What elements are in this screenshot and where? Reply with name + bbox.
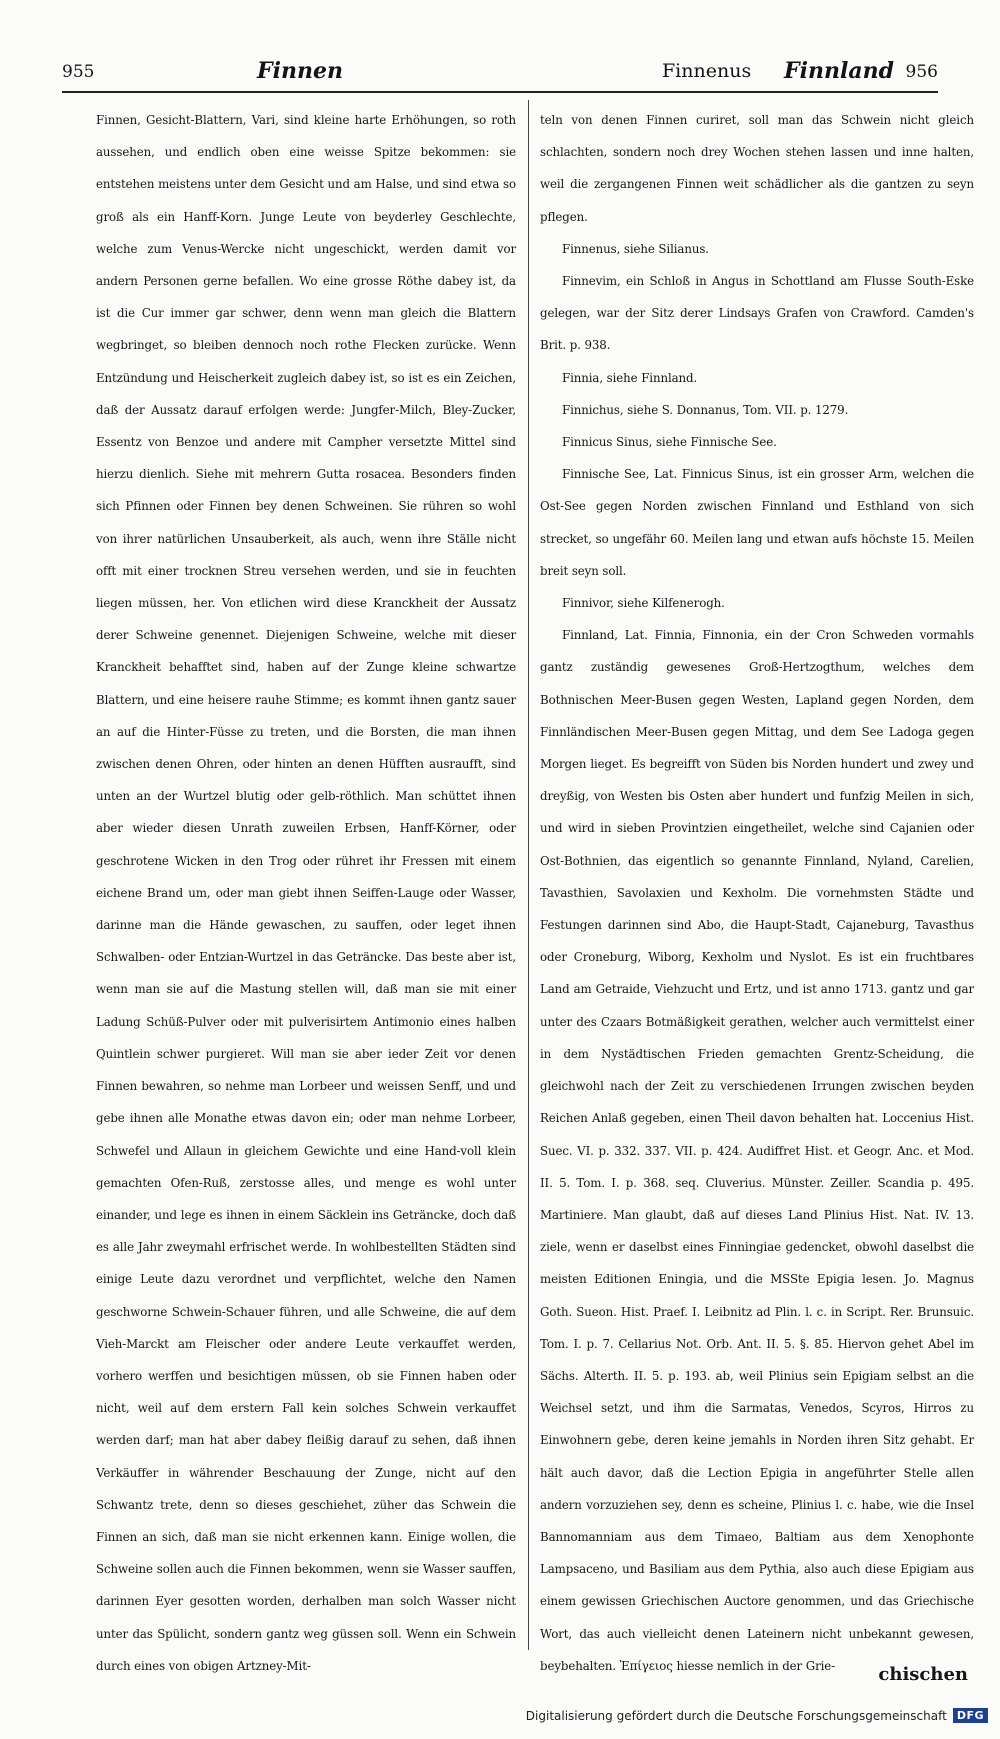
entry-finnenus: Finnenus, siehe Silianus. (562, 241, 709, 256)
entry-finnichus: Finnichus, siehe S. Donnanus, Tom. VII. p. 1279. (562, 402, 849, 417)
running-header (62, 58, 938, 98)
entry-finnische-see: Finnische See, Lat. Finnicus Sinus, ist ein grosser Arm, welchen die Ost-See gegen Norden zwischen Finnland und Esthland von sich strecket, so ungefähr 60. Meilen lang und etwan aufs höchste 15. Meilen breit seyn soll. (540, 467, 974, 578)
footer-text: Digitalisierung gefördert durch die Deutsche Forschungsgemeinschaft (525, 1708, 947, 1723)
entry-finnevim: Finnevim, ein Schloß in Angus in Schottland am Flusse South-Eske gelegen, war der Sitz derer Lindsays Grafen von Crawford. Camden's Brit. p. 938. (540, 274, 974, 353)
entry-continuation: teln von denen Finnen curiret, soll man das Schwein nicht gleich schlachten, sondern noch drey Wochen stehen lassen und inne halten, weil die zergangenen Finnen weit schädlicher als die gantzen zu seyn pflegen. (540, 113, 974, 224)
left-column (96, 104, 516, 1682)
dfg-logo: DFG (953, 1708, 988, 1723)
digitization-footer (526, 1708, 988, 1723)
page-number-left: 955 (62, 62, 95, 82)
entry-finnen: Finnen, Gesicht-Blattern, Vari, sind kleine harte Erhöhungen, so roth aussehen, und endlich oben eine weisse Spitze bekommen: sie entstehen meistens unter dem Gesicht und am Halse, und sind etwa so groß als ein Hanff-Korn. Junge Leute von beyderley Geschlechte, welche zum Venus-Wercke nicht ungeschickt, werden damit vor andern Personen gerne befallen. Wo eine grosse Röthe dabey ist, da ist die Cur immer gar schwer, denn wenn man gleich die Blattern wegbringet, so bleiben dennoch noch rothe Flecken zurücke. Wenn Entzündung und Heischerkeit zugleich dabey ist, so ist es ein Zeichen, daß der Aussatz darauf erfolgen werde: Jungfer-Milch, Bley-Zucker, Essentz von Benzoe und andere mit Campher versetzte Mittel sind hierzu dienlich. Siehe mit mehrern Gutta rosacea. Besonders finden sich Pfinnen oder Finnen bey denen Schweinen. Sie rühren so wohl von ihrer natürlichen Unsauberkeit, als auch, wenn ihre Ställe nicht offt mit einer trocknen Streu versehen werden, und sie in feuchten liegen müssen, her. Von etlichen wird diese Kranckheit der Aussatz derer Schweine genennet. Diejenigen Schweine, welche mit dieser Kranckheit behafftet sind, haben auf der Zunge kleine schwartze Blattern, und eine heisere rauhe Stimme; es kommt ihnen gantz sauer an auf die Hinter-Füsse zu treten, und die Borsten, die man ihnen zwischen denen Ohren, oder hinten an denen Hüfften ausraufft, sind unten an der Wurtzel blutig oder gelb-röthlich. Man schüttet ihnen aber wieder diesen Unrath zuweilen Erbsen, Hanff-Körner, oder geschrotene Wicken in den Trog oder rühret ihr Fressen mit einem eichene Brand um, oder man giebt ihnen Seiffen-Lauge oder Wasser, darinne man die Hände gewaschen, zu sauffen, oder leget ihnen Schwalben- oder Entzian-Wurtzel in das Geträncke. Das beste aber ist, wenn man sie auf die Mastung stellen will, daß man sie mit einer Ladung Schüß-Pulver oder mit pulverisirtem Antimonio eines halben Quintlein schwer purgieret. Will man sie aber ieder Zeit vor denen Finnen bewahren, so nehme man Lorbeer und weissen Senff, und und gebe ihnen alle Monathe etwas davon ein; oder man nehme Lorbeer, Schwefel und Allaun in gleichem Gewichte und eine Hand-voll klein gemachten Ofen-Ruß, zerstosse alles, und menge es wohl unter einander, und lege es ihnen in einem Säcklein ins Geträncke, doch daß es alle Jahr zweymahl erfrischet werde. In wohlbestellten Städten sind einige Leute dazu verordnet und verpflichtet, welche den Namen geschworne Schwein-Schauer führen, und alle Schweine, die auf dem Vieh-Marckt am Fleischer oder andere Leute verkauffet werden, vorhero werffen und besichtigen müssen, ob sie Finnen haben oder nicht, weil auf dem erstern Fall kein solches Schwein verkauffet werden darf; man hat aber dabey fleißig darauf zu sehen, daß ihnen Verkäuffer in währender Beschauung der Zunge, nicht auf den Schwantz trete, denn so dieses geschiehet, züher das Schwein die Finnen an sich, daß man sie nicht erkennen kann. Einige wollen, die Schweine sollen auch die Finnen bekommen, wenn sie Wasser sauffen, darinnen Eyer gesotten worden, derhalben man solch Wasser nicht unter das Spülicht, sondern gantz weg güssen soll. Wenn ein Schwein durch eines von obigen Artzney-Mit- (96, 113, 516, 1673)
page-number-right: 956 (905, 62, 938, 82)
column-divider (528, 100, 529, 1650)
keyword-left: Finnen (257, 58, 343, 84)
entry-finnland: Finnland, Lat. Finnia, Finnonia, ein der Cron Schweden vormahls gantz zuständig gewesenes Groß-Hertzogthum, welches dem Bothnischen Meer-Busen gegen Westen, Lapland gegen Norden, dem Finnländischen Meer-Busen gegen Mittag, und dem See Ladoga gegen Morgen lieget. Es begreifft von Süden bis Norden hundert und zwey und dreyßig, von Westen bis Osten aber hundert und funfzig Meilen in sich, und wird in sieben Provintzien eingetheilet, welche sind Cajanien oder Ost-Bothnien, das eigentlich so genannte Finnland, Nyland, Carelien, Tavasthien, Savolaxien und Kexholm. Die vornehmsten Städte und Festungen darinnen sind Abo, die Haupt-Stadt, Cajaneburg, Tavasthus oder Croneburg, Wiborg, Kexholm und Nyslot. Es ist ein fruchtbares Land am Getraide, Viehzucht und Ertz, und ist anno 1713. gantz und gar unter des Czaars Botmäßigkeit gerathen, welcher auch vermittelst einer in dem Nystädtischen Frieden gemachten Grentz-Scheidung, die gleichwohl nach der Zeit zu verschiedenen Irrungen zwischen beyden Reichen Anlaß gegeben, einen Theil davon behalten hat. Loccenius Hist. Suec. VI. p. 332. 337. VII. p. 424. Audiffret Hist. et Geogr. Anc. et Mod. II. 5. Tom. I. p. 368. seq. Cluverius. Münster. Zeiller. Scandia p. 495. Martiniere. Man glaubt, daß auf dieses Land Plinius Hist. Nat. IV. 13. ziele, wenn er daselbst eines Finningiae gedencket, obwohl daselbst die meisten Editionen Eningia, und die MSSte Epigia lesen. Jo. Magnus Goth. Sueon. Hist. Praef. I. Leibnitz ad Plin. l. c. in Script. Rer. Brunsuic. Tom. I. p. 7. Cellarius Not. Orb. Ant. II. 5. §. 85. Hiervon gehet Abel im Sächs. Alterth. II. 5. p. 193. ab, weil Plinius sein Epigiam selbst an die Weichsel setzt, und ihm die Sarmatas, Venedos, Scyros, Hirros zu Einwohnern gebe, deren keine jemahls in Norden ihren Sitz gehabt. Er hält auch davor, daß die Lection Epigia in angeführter Stelle allen andern vorzuziehen sey, denn es scheine, Plinius l. c. habe, wie die Insel Bannomanniam aus dem Timaeo, Baltiam aus dem Xenophonte Lampsaceno, und Basiliam aus dem Pythia, also auch diese Epigiam aus einem gewissen Griechischen Auctore genommen, und das Griechische Wort, das auch vielleicht denen Lateinern nicht unbekannt gewesen, beybehalten. Ἐπίγειος hiesse nemlich in der Grie- (540, 628, 974, 1673)
entry-finnia: Finnia, siehe Finnland. (562, 370, 698, 385)
keyword-middle: Finnenus (662, 60, 752, 82)
catchword: chischen (878, 1664, 968, 1685)
keyword-right: Finnland (784, 58, 894, 84)
right-column (540, 104, 974, 1682)
entry-finnicus-sinus: Finnicus Sinus, siehe Finnische See. (562, 435, 777, 450)
entry-finnivor: Finnivor, siehe Kilfenerogh. (562, 596, 725, 611)
header-rule (62, 91, 938, 93)
